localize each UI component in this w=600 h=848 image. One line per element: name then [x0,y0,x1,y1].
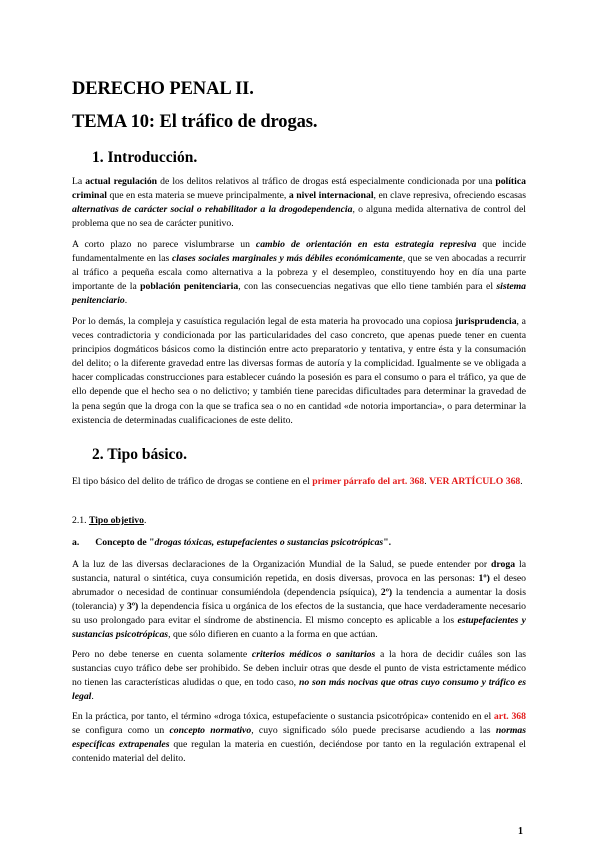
course-title: DERECHO PENAL II. [72,79,254,99]
paragraph-tipo-basico: El tipo básico del delito de tráfico de drogas se contiene en el primer párrafo del art. 368. VER ARTÍCULO 368. [72,476,523,487]
subsection-heading-concepto-drogas: a. Concepto de "drogas tóxicas, estupefacientes o sustancias psicotrópicas". [72,537,392,548]
section-heading-tipo-basico: 2. Tipo básico. [92,446,188,463]
see-article-link[interactable]: VER ARTÍCULO 368 [429,476,521,487]
paragraph-intro-3: Por lo demás, la compleja y casuística regulación legal de esta materia ha provocado una copiosa jurisprudencia, a veces contradictoria y condicionada por las particularidades del caso concreto, que apenas puede tener en cuenta principios dogmáticos básicos como la distinción entre acto preparatorio y tentativa, y entre ésta y la consumación del delito; o la diferente gravedad entre las diversas formas de autoría y la complicidad. Igualmente se ve obligada a hacer complicadas construcciones para establecer cuándo la posesión es para el consumo o para el tráfico, ya que de ello depende que el hecho sea o no delictivo; y también tiene parecidas dificultades para determinar la gravedad de la pena según que la droga con la que se trafica sea o no en cantidad «de notoria importancia», o para determinar la existencia de determinadas cualificaciones de este delito. [72,316,526,426]
paragraph-intro-2: A corto plazo no parece vislumbrarse un cambio de orientación en esta estrategia represiva que incide fundamentalmente en las clases sociales marginales y más débiles económicamente, que se ven abocadas a recurrir al tráfico a pequeña escala como alternativa a la pobreza y el desempleo, constituyendo hoy en día una parte importante de la población penitenciaria, con las consecuencias negativas que ello tiene también para el sistema penitenciario. [72,239,526,307]
topic-title: TEMA 10: El tráfico de drogas. [72,112,318,132]
article-reference-link[interactable]: primer párrafo del art. 368 [312,476,425,487]
paragraph-concepto-droga: A la luz de las diversas declaraciones de la Organización Mundial de la Salud, se puede entender por droga la sustancia, natural o sintética, cuya consumición repetida, en dosis diversas, provoca en las personas: 1º) el deseo abrumador o necesidad de continuar consumiéndola (dependencia psíquica), 2º) la tendencia a aumentar la dosis (tolerancia) y 3º) la dependencia física u orgánica de los efectos de la sustancia, que hace verdaderamente necesario su uso prolongado para evitar el síndrome de abstinencia. El mismo concepto es aplicable a los estupefacientes y sustancias psicotrópicas, que sólo difieren en cuanto a la forma en que actúan. [72,559,527,641]
page-number: 1 [518,826,523,837]
paragraph-concepto-normativo: En la práctica, por tanto, el término «droga tóxica, estupefaciente o sustancia psicotrópica» contenido en el art. 368 se configura como un concepto normativo, cuyo significado sólo puede precisarse acudiendo a las normas específicas extrapenales que regulan la materia en cuestión, deciéndose por tanto en la regulación extrapenal el contenido material del delito. [72,711,527,765]
paragraph-criterios-medicos: Pero no debe tenerse en cuenta solamente criterios médicos o sanitarios a la hora de decidir cuáles son las sustancias cuyo tráfico debe ser prohibido. Se deben incluir otras que desde el punto de vista estrictamente médico no tienen las características aludidas o que, en todo caso, no son más nocivas que otras cuyo consumo y tráfico es legal. [72,649,527,703]
paragraph-intro-1: La actual regulación de los delitos relativos al tráfico de drogas está especialmente condicionada por una política criminal que en esta materia se mueve principalmente, a nivel internacional, en clave represiva, ofreciendo escasas alternativas de carácter social o rehabilitador a la drogodependencia, o alguna medida alternativa de control del problema que no sea de carácter punitivo. [72,176,526,230]
subsection-heading-tipo-objetivo: 2.1. Tipo objetivo. [72,515,147,526]
section-heading-introduccion: 1. Introducción. [92,149,198,166]
article-368-link[interactable]: art. 368 [493,711,526,722]
